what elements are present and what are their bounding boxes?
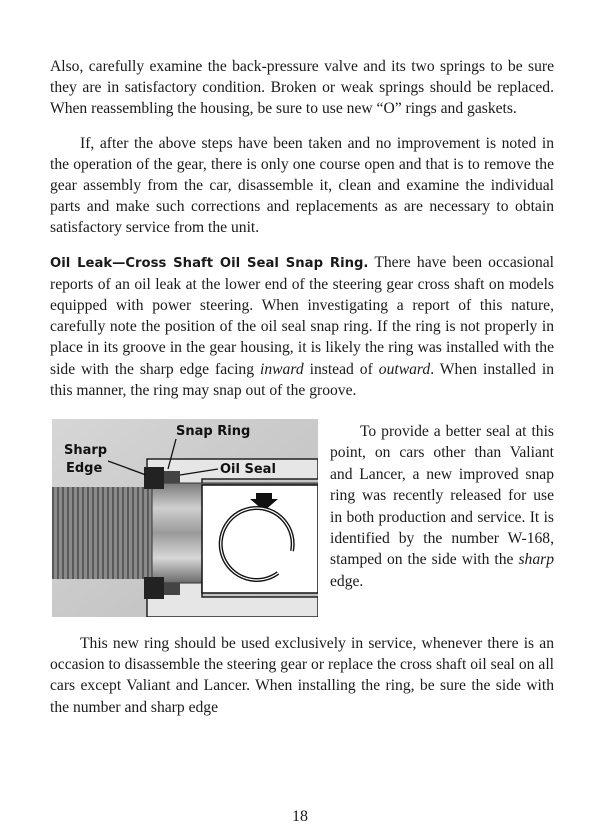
paragraph-remove-gear-assembly: If, after the above steps have been taken and no improvement is noted in the operation of the gear, there is only one course open and that is to remove the gear assembly from the car, disassemble it, clean and examine the individual parts and make such corrections and replacements as are necessary to obtain satisfactory service from the unit.	[50, 134, 554, 237]
emphasis-outward: outward	[378, 360, 431, 378]
improved-ring-text-part-2: edge.	[330, 572, 364, 590]
oil-seal-lower-shape	[144, 577, 164, 599]
emphasis-inward: inward	[260, 360, 304, 378]
oil-leak-text-part-2: instead of	[303, 360, 379, 378]
oil-leak-text-part-3: . When installed in this manner, the ring may snap out of the groove.	[50, 360, 554, 399]
label-sharp: Sharp	[64, 443, 108, 459]
paragraph-oil-leak	[50, 252, 554, 401]
label-snap-ring: Snap Ring	[176, 424, 251, 440]
document-page	[50, 56, 554, 718]
emphasis-sharp: sharp	[518, 551, 554, 569]
snap-ring-lower-section	[164, 583, 180, 595]
snap-ring-upper-section	[164, 471, 180, 483]
splined-shaft-end	[52, 487, 162, 579]
paragraph-improved-snap-ring	[330, 421, 554, 592]
oil-seal-upper-shape	[144, 467, 164, 489]
figure-block	[50, 415, 554, 633]
paragraph-use-in-service: This new ring should be used exclusively in service, whenever there is an occasion to disassemble the steering gear or replace the cross shaft oil seal on all cars except Valiant and Lancer. When installing the ring, be sure the side with the number and sharp edge	[50, 635, 554, 716]
section-heading-oil-leak: Oil Leak—Cross Shaft Oil Seal Snap Ring.	[50, 255, 369, 271]
snap-ring-figure	[52, 419, 318, 617]
side-text-column	[330, 421, 554, 592]
improved-ring-text-part-1: To provide a better seal at this point, on cars other than Valiant and Lancer, a new improved snap ring was recently released for use in both production and service. It is identified by the number W-168, stamped on the side with the	[330, 423, 554, 569]
paragraph-back-pressure-valve: Also, carefully examine the back-pressure valve and its two springs to be sure they are in satisfactory condition. Broken or weak springs should be replaced. When reassembling the housing, be sure to use new “O” rings and gaskets.	[50, 58, 554, 118]
label-edge: Edge	[66, 461, 103, 477]
oil-leak-text-part-1: There have been occasional reports of an oil leak at the lower end of the steering gear cross shaft on models equipped with power steering. When investigating a report of this nature, carefully note the position of the oil seal snap ring. If the ring is not properly in place in its groove in the gear housing, it is likely the ring was installed with the side with the sharp edge facing	[50, 253, 554, 378]
snap-ring-diagram	[52, 419, 318, 617]
label-oil-seal: Oil Seal	[220, 462, 276, 478]
page-number: 18	[292, 808, 308, 825]
